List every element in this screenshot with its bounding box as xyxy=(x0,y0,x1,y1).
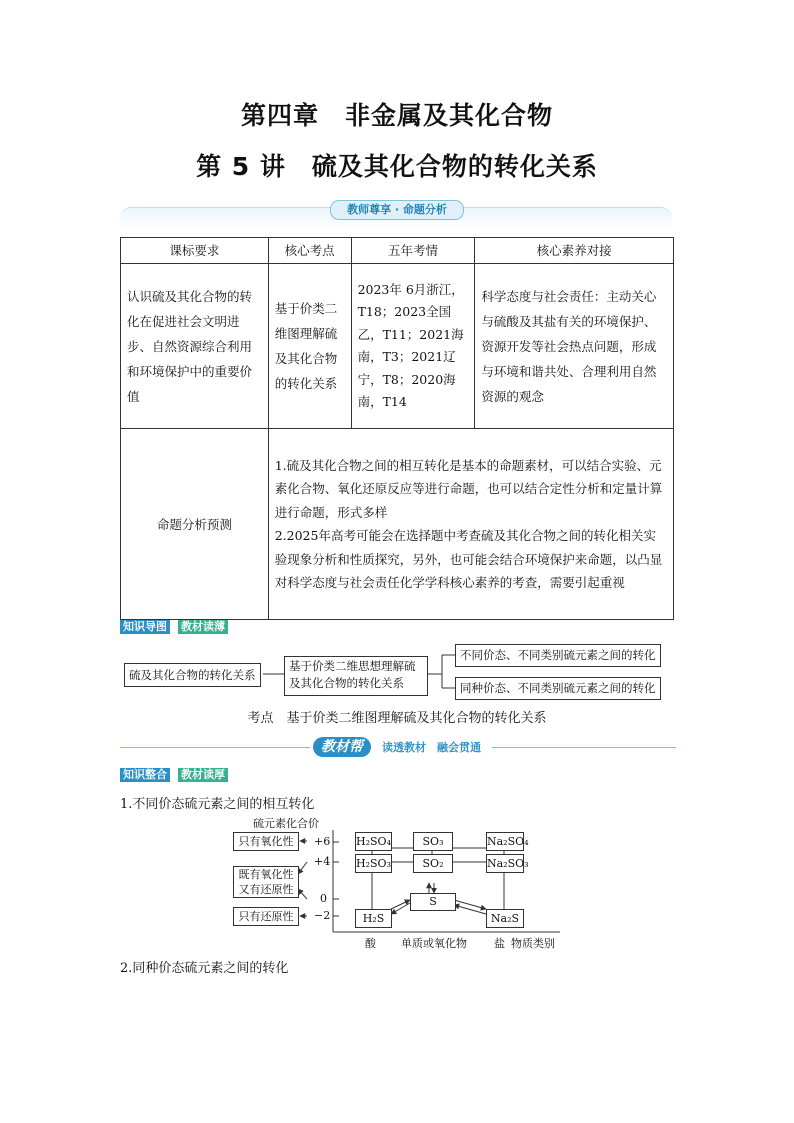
property-box-reducing: 只有还原性 xyxy=(233,907,299,926)
exam-history-cell: 2023年 6月浙江，T18；2023全国乙，T11；2021海南，T3；2021辽宁，T8；2020海南，T14 xyxy=(351,264,475,429)
topic-caption: 考点 基于价类二维图理解硫及其化合物的转化关系 xyxy=(247,711,547,726)
table-header-cell: 五年考情 xyxy=(351,238,475,264)
jiaocaibang-label: 教材帮 xyxy=(313,737,371,757)
table-header-cell: 课标要求 xyxy=(121,238,269,264)
requirement-cell: 认识硫及其化合物的转化在促进社会文明进步、自然资源综合利用和环境保护中的重要价值 xyxy=(121,264,269,429)
valence-axis-title: 硫元素化合价 xyxy=(253,817,319,830)
prediction-paragraph-1: 1.硫及其化合物之间的相互转化是基本的命题素材，可以结合实验、元素化合物、氧化还原反应等进行命题，也可以结合定性分析和定量计算进行命题，形式多样 xyxy=(274,457,663,520)
table-header-cell: 核心考点 xyxy=(268,238,351,264)
literacy-cell: 科学态度与社会责任：主动关心与硫酸及其盐有关的环境保护、资源开发等社会热点问题，形成与环境和谐共处、合理利用自然资源的观念 xyxy=(475,264,674,429)
property-box-oxidizing: 只有氧化性 xyxy=(233,832,299,851)
valence-tick-label: 0 xyxy=(320,892,327,905)
compound-box-h2so3: H₂SO₃ xyxy=(355,854,392,873)
compound-box-so3: SO₃ xyxy=(413,832,453,851)
prediction-paragraph-2: 2.2025年高考可能会在选择题中考查硫及其化合物之间的转化相关实验现象分析和性质探究，另外，也可能会结合环境保护来命题，以凸显对科学态度与社会责任化学学科核心素养的考查，需要引起重视 xyxy=(274,528,663,590)
knowledge-integration-tag: 知识整合 xyxy=(120,768,170,782)
map-middle-line: 基于价类二维思想理解硫 xyxy=(289,659,416,673)
map-branch-box: 同种价态、不同类别硫元素之间的转化 xyxy=(455,677,661,700)
valence-tick-label: −2 xyxy=(314,909,331,922)
teacher-banner-label: 教师尊享 · 命题分析 xyxy=(330,200,464,220)
property-line: 又有还原性 xyxy=(238,883,294,896)
category-label-elemental: 单质或氧化物 xyxy=(401,937,467,950)
knowledge-map-tag: 知识导图 xyxy=(120,620,170,634)
table-header-cell: 核心素养对接 xyxy=(475,238,674,264)
keypoint-cell: 基于价类二维图理解硫及其化合物的转化关系 xyxy=(268,264,351,429)
map-branch-box: 不同价态、不同类别硫元素之间的转化 xyxy=(455,644,661,667)
map-middle-line: 及其化合物的转化关系 xyxy=(289,676,404,690)
compound-box-na2so3: Na₂SO₃ xyxy=(486,854,524,873)
property-box-both xyxy=(233,866,299,898)
compound-box-na2so4: Na₂SO₄ xyxy=(486,832,524,851)
knowledge-integration-subtag: 教材读厚 xyxy=(178,768,228,782)
section-heading: 2.同种价态硫元素之间的转化 xyxy=(120,961,289,976)
category-axis-title: 物质类别 xyxy=(511,937,555,950)
compound-box-s: S xyxy=(410,893,456,911)
category-label-salt: 盐 xyxy=(494,937,505,950)
category-label-acid: 酸 xyxy=(365,937,376,950)
lecture-title: 第 5 讲 硫及其化合物的转化关系 xyxy=(196,152,598,181)
knowledge-map-subtag: 教材读薄 xyxy=(178,620,228,634)
section-heading: 1.不同价态硫元素之间的相互转化 xyxy=(120,797,315,812)
prediction-label-cell: 命题分析预测 xyxy=(121,429,269,620)
compound-box-so2: SO₂ xyxy=(413,854,453,873)
valence-tick-label: +6 xyxy=(314,835,331,848)
compound-box-h2s: H₂S xyxy=(355,909,392,928)
jiaocaibang-subtitle: 读透教材 融会贯通 xyxy=(382,741,481,754)
compound-box-h2so4: H₂SO₄ xyxy=(355,832,392,851)
compound-box-na2s: Na₂S xyxy=(486,909,524,928)
valence-tick-label: +4 xyxy=(314,855,331,868)
chapter-title: 第四章 非金属及其化合物 xyxy=(240,101,553,130)
map-root-box: 硫及其化合物的转化关系 xyxy=(124,663,261,687)
property-line: 既有氧化性 xyxy=(238,868,294,881)
